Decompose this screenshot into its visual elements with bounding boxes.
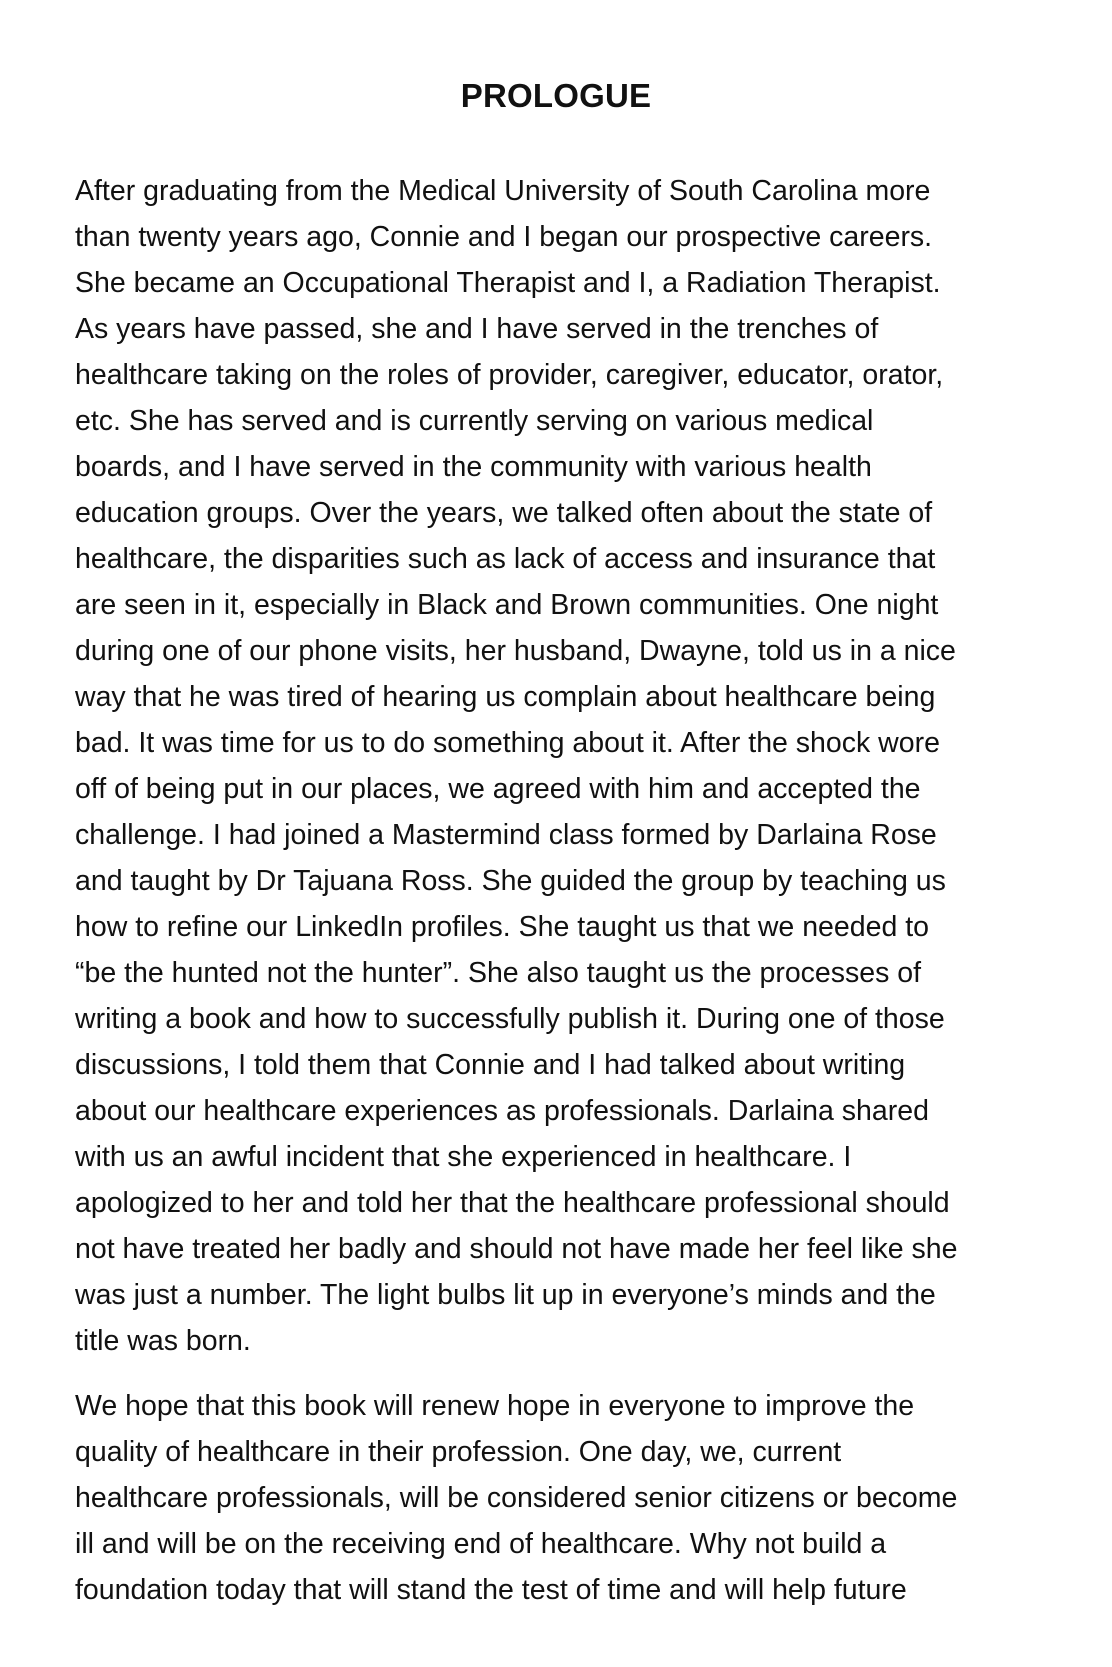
- text-line: foundation today that will stand the test of time and will help future: [75, 1574, 907, 1606]
- text-line: discussions, I told them that Connie and I had talked about writing: [75, 1049, 906, 1081]
- text-line: bad. It was time for us to do something about it. After the shock wore: [75, 727, 940, 759]
- text-line: writing a book and how to successfully publish it. During one of those: [75, 1003, 945, 1035]
- text-line: After graduating from the Medical University of South Carolina more: [75, 175, 931, 207]
- text-line: etc. She has served and is currently serving on various medical: [75, 405, 874, 437]
- text-line: with us an awful incident that she experienced in healthcare. I: [75, 1141, 852, 1173]
- text-line: ill and will be on the receiving end of healthcare. Why not build a: [75, 1528, 887, 1560]
- text-line: boards, and I have served in the community with various health: [75, 451, 872, 483]
- text-line: quality of healthcare in their profession. One day, we, current: [75, 1436, 842, 1468]
- text-line: off of being put in our places, we agreed with him and accepted the: [75, 773, 921, 805]
- chapter-title: PROLOGUE: [460, 77, 652, 114]
- text-line: title was born.: [75, 1325, 251, 1357]
- text-line: not have treated her badly and should not have made her feel like she: [75, 1233, 958, 1265]
- paragraph-2: [75, 1383, 1055, 1613]
- text-line: healthcare professionals, will be considered senior citizens or become: [75, 1482, 958, 1514]
- text-line: are seen in it, especially in Black and Brown communities. One night: [75, 589, 939, 621]
- text-line: was just a number. The light bulbs lit up in everyone’s minds and the: [75, 1279, 936, 1311]
- paragraph-1: [75, 168, 1055, 1364]
- text-line: As years have passed, she and I have served in the trenches of: [75, 313, 879, 345]
- text-line: way that he was tired of hearing us complain about healthcare being: [75, 681, 936, 713]
- text-line: apologized to her and told her that the healthcare professional should: [75, 1187, 950, 1219]
- text-line: healthcare taking on the roles of provider, caregiver, educator, orator,: [75, 359, 944, 391]
- text-line: She became an Occupational Therapist and I, a Radiation Therapist.: [75, 267, 941, 299]
- text-line: education groups. Over the years, we talked often about the state of: [75, 497, 933, 529]
- text-line: than twenty years ago, Connie and I began our prospective careers.: [75, 221, 933, 253]
- text-line: healthcare, the disparities such as lack of access and insurance that: [75, 543, 936, 575]
- text-line: “be the hunted not the hunter”. She also taught us the processes of: [75, 957, 922, 989]
- text-line: challenge. I had joined a Mastermind class formed by Darlaina Rose: [75, 819, 937, 851]
- text-line: and taught by Dr Tajuana Ross. She guided the group by teaching us: [75, 865, 946, 897]
- text-line: about our healthcare experiences as professionals. Darlaina shared: [75, 1095, 929, 1127]
- text-line: during one of our phone visits, her husband, Dwayne, told us in a nice: [75, 635, 956, 667]
- text-line: how to refine our LinkedIn profiles. She taught us that we needed to: [75, 911, 929, 943]
- text-line: We hope that this book will renew hope in everyone to improve the: [75, 1390, 915, 1422]
